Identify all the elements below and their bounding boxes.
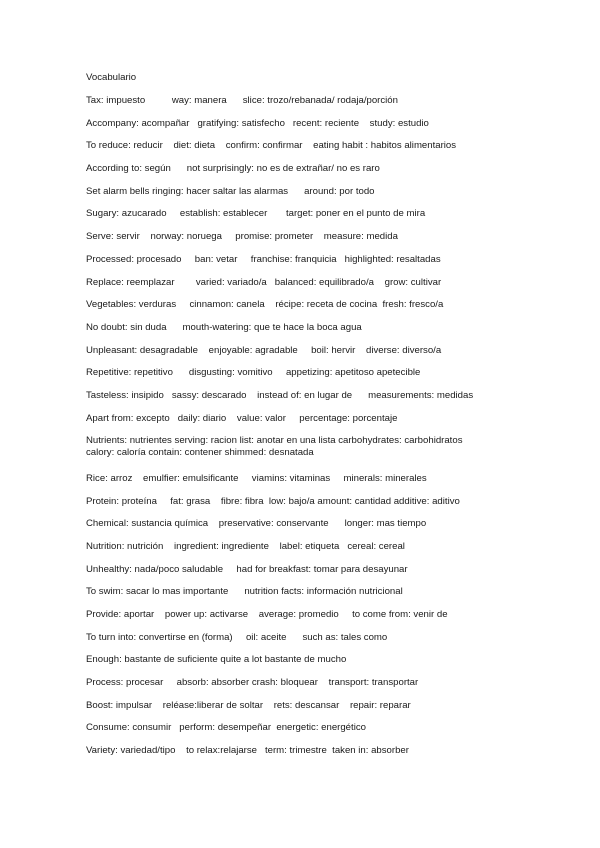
page-title: Vocabulario — [86, 72, 137, 83]
vocab-line: Variety: variedad/tipo to relax:relajarse term: trimestre taken in: absorber — [86, 745, 409, 757]
vocab-line: Provide: aportar power up: activarse average: promedio to come from: venir de — [86, 608, 448, 620]
vocab-line: According to: según not surprisingly: no es de extrañar/ no es raro — [86, 163, 380, 175]
vocab-line: Nutrition: nutrición ingredient: ingrediente label: etiqueta cereal: cereal — [86, 540, 405, 552]
vocab-line: Enough: bastante de suficiente quite a lot bastante de mucho — [86, 654, 347, 666]
vocab-line: No doubt: sin duda mouth-watering: que te hace la boca agua — [86, 321, 362, 333]
vocab-line: To reduce: reducir diet: dieta confirm: confirmar eating habit : habitos alimentarios — [86, 140, 457, 152]
vocab-line: Unpleasant: desagradable enjoyable: agradable boil: hervir diverse: diverso/a — [86, 344, 442, 356]
vocab-line: Tax: impuesto way: manera slice: trozo/rebanada/ rodaja/porción — [86, 95, 398, 106]
vocab-line: Process: procesar absorb: absorber crash: bloquear transport: transportar — [86, 677, 419, 688]
vocab-line: Apart from: excepto daily: diario value: valor percentage: porcentaje — [86, 412, 398, 424]
vocab-line: Consume: consumir perform: desempeñar energetic: energético — [86, 722, 366, 734]
vocab-line: Boost: impulsar reléase:liberar de soltar rets: descansar repair: reparar — [86, 699, 411, 711]
vocab-line: Serve: servir norway: noruega promise: prometer measure: medida — [86, 231, 398, 243]
vocab-line: Rice: arroz emulfier: emulsificante viamins: vitaminas minerals: minerales — [86, 472, 427, 484]
vocab-line: Processed: procesado ban: vetar franchise: franquicia highlighted: resaltadas — [86, 253, 441, 265]
vocabulary-list — [86, 95, 566, 768]
vocab-line: Repetitive: repetitivo disgusting: vomitivo appetizing: apetitoso apetecible — [86, 367, 421, 379]
vocab-line: Tasteless: insipido sassy: descarado instead of: en lugar de measurements: medidas — [86, 389, 474, 401]
vocab-line: Chemical: sustancia química preservative: conservante longer: mas tiempo — [86, 518, 427, 530]
vocab-line: Vegetables: verduras cinnamon: canela récipe: receta de cocina fresh: fresco/a — [86, 299, 444, 311]
vocab-line: To swim: sacar lo mas importante nutrition facts: información nutricional — [86, 586, 403, 598]
vocab-line: To turn into: convertirse en (forma) oil: aceite such as: tales como — [86, 631, 388, 643]
vocab-line: Protein: proteína fat: grasa fibre: fibra low: bajo/a amount: cantidad additive: aditivo — [86, 495, 460, 507]
vocab-line: Sugary: azucarado establish: establecer target: poner en el punto de mira — [86, 208, 426, 220]
vocab-line: Accompany: acompañar gratifying: satisfecho recent: reciente study: estudio — [86, 117, 429, 129]
vocab-line: Unhealthy: nada/poco saludable had for breakfast: tomar para desayunar — [86, 563, 408, 575]
vocab-line: Replace: reemplazar varied: variado/a balanced: equilibrado/a grow: cultivar — [86, 276, 442, 288]
vocab-line: Set alarm bells ringing: hacer saltar las alarmas around: por todo — [86, 185, 375, 197]
vocab-line: Nutrients: nutrientes serving: racion list: anotar en una lista carbohydrates: carbohidratos calory: caloría contain: contener shimmed: desnatada — [86, 435, 463, 459]
